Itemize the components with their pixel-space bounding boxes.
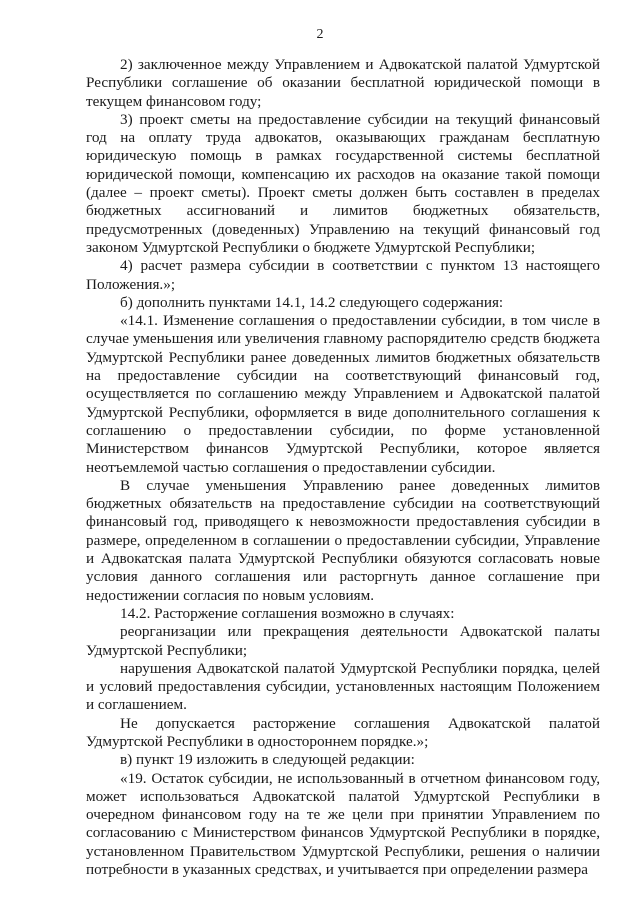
paragraph-item-2: 2) заключенное между Управлением и Адвокатской палатой Удмуртской Республики соглашение об оказании бесплатной юридической помощи в текущем финансовом году; xyxy=(86,56,600,110)
paragraph-item-4: 4) расчет размера субсидии в соответствии с пунктом 13 настоящего Положения.»; xyxy=(86,257,600,293)
paragraph-case-violation: нарушения Адвокатской палатой Удмуртской Республики порядка, целей и условий предоставления субсидии, установленных настоящим Положением и соглашением. xyxy=(86,659,600,714)
document-body xyxy=(86,56,600,879)
page-number: 2 xyxy=(316,27,324,42)
paragraph-subitem-v: в) пункт 19 изложить в следующей редакции: xyxy=(120,751,415,769)
paragraph-14-1: «14.1. Изменение соглашения о предоставлении субсидии, в том числе в случае уменьшения или увеличения главному распорядителю средств бюджета Удмуртской Республики ранее доведенных лимитов бюджетных обязательств на предоставление субсидии на соответствующий финансовый год, осуществляется по соглашению между Управлением и Адвокатской палатой Удмуртской Республики, оформляется в виде дополнительного соглашения к соглашению о предоставлении субсидии, по форме установленной Министерством финансов Удмуртской Республики, которое является неотъемлемой частью соглашения о предоставлении субсидии. xyxy=(86,312,600,476)
paragraph-19: «19. Остаток субсидии, не использованный в отчетном финансовом году, может использоваться Адвокатской палатой Удмуртской Республики в очередном финансовом году на те же цели при принятии Управлением по согласованию с Министерством финансов Удмуртской Республики в порядке, установленном Правительством Удмуртской Республики, решения о наличии потребности в указанных средствах, и учитывается при определении размера xyxy=(86,769,600,879)
paragraph-case-reorganization: реорганизации или прекращения деятельности Адвокатской палаты Удмуртской Республики; xyxy=(86,623,600,659)
paragraph-subitem-b: б) дополнить пунктами 14.1, 14.2 следующего содержания: xyxy=(120,293,504,311)
paragraph-14-2: 14.2. Расторжение соглашения возможно в случаях: xyxy=(120,604,455,622)
paragraph-unilateral-prohibition: Не допускается расторжение соглашения Адвокатской палатой Удмуртской Республики в одностороннем порядке.»; xyxy=(86,714,600,750)
paragraph-item-3: 3) проект сметы на предоставление субсидии на текущий финансовый год на оплату труда адвокатов, оказывающих гражданам бесплатную юридическую помощь в рамках государственной системы бесплатной юридической помощи, компенсацию их расходов на оказание такой помощи (далее – проект сметы). Проект сметы должен быть составлен в пределах бюджетных ассигнований и лимитов бюджетных обязательств, предусмотренных (доведенных) Управлению на текущий финансовый год законом Удмуртской Республики о бюджете Удмуртской Республики; xyxy=(86,110,600,256)
paragraph-14-1-continued: В случае уменьшения Управлению ранее доведенных лимитов бюджетных обязательств на предоставление субсидии на соответствующий финансовый год, приводящего к невозможности предоставления субсидии в размере, определенном в соглашении о предоставлении субсидии, Управление и Адвокатская палата Удмуртской Республики обязуются согласовать новые условия данного соглашения или расторгнуть данное соглашение при недостижении согласия по новым условиям. xyxy=(86,476,600,604)
